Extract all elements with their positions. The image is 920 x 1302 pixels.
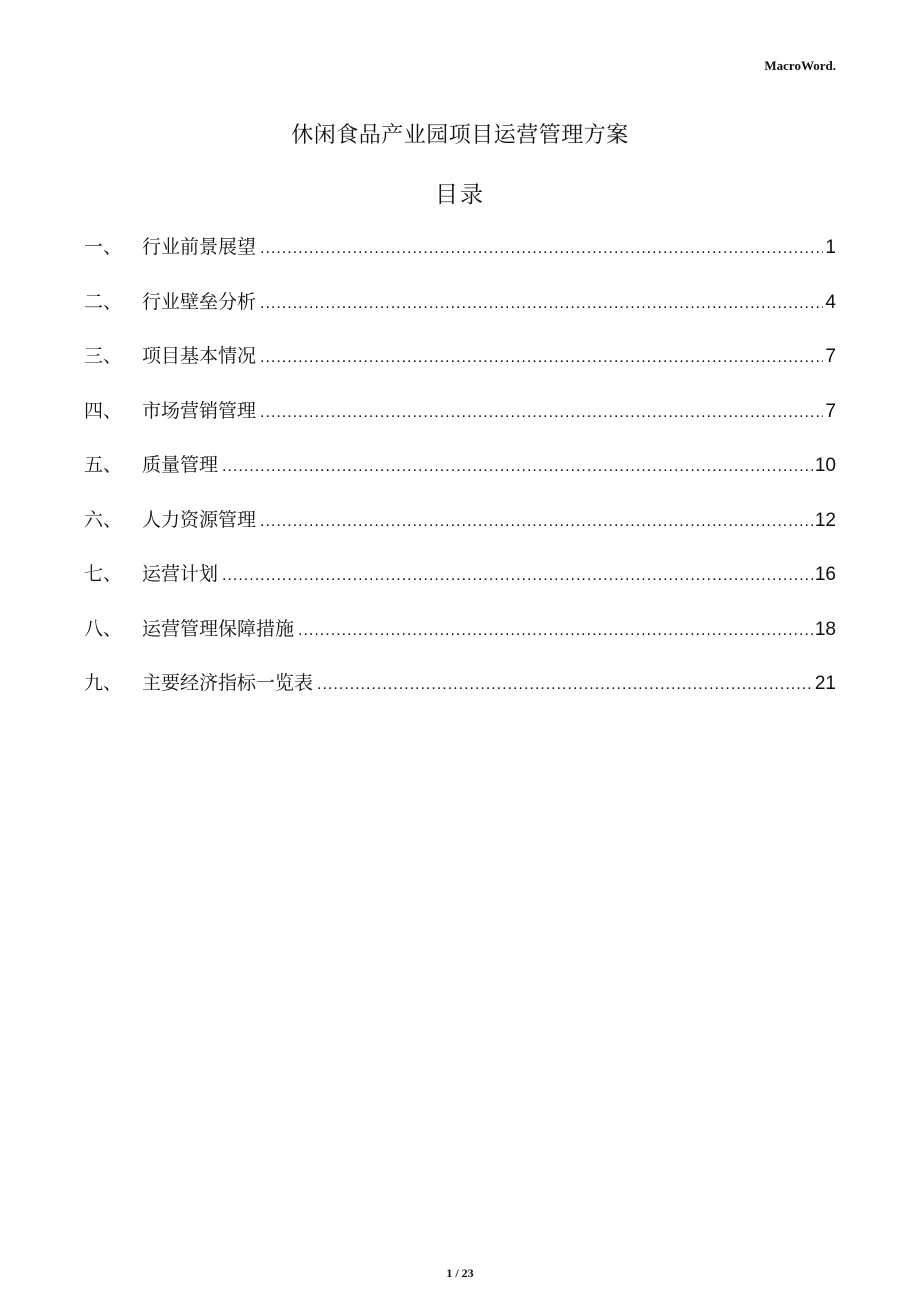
toc-entry[interactable] (84, 232, 836, 287)
toc-entry[interactable] (84, 668, 836, 723)
toc-entry-page: 12 (814, 509, 836, 531)
toc-entry[interactable] (84, 396, 836, 451)
toc-entry-number: 七、 (84, 563, 123, 585)
toc-entry[interactable] (84, 341, 836, 396)
document-title: 休闲食品产业园项目运营管理方案 (291, 123, 629, 148)
toc-entry-label: 行业壁垒分析 (142, 290, 257, 313)
toc-dot-leader (260, 513, 813, 531)
toc-entry[interactable] (84, 559, 836, 614)
toc-entry-label: 行业前景展望 (142, 236, 257, 258)
toc-entry-number: 八、 (84, 617, 123, 640)
toc-entry-page: 4 (825, 291, 836, 313)
toc-entry[interactable] (84, 614, 836, 669)
toc-entry-number: 二、 (84, 290, 123, 313)
toc-entry-label: 运营计划 (142, 563, 219, 585)
toc-entry-label: 项目基本情况 (142, 345, 257, 367)
toc-entry-page: 1 (825, 237, 836, 258)
toc-entry-page: 10 (814, 455, 836, 476)
toc-entry-label: 人力资源管理 (142, 508, 257, 531)
toc-entry-number: 四、 (84, 399, 123, 422)
toc-dot-leader (317, 676, 813, 694)
toc-dot-leader (260, 240, 823, 258)
toc-entry-page: 21 (814, 673, 836, 694)
table-of-contents (84, 232, 836, 723)
toc-dot-leader (222, 567, 813, 585)
toc-dot-leader (298, 622, 813, 640)
toc-dot-leader (222, 458, 813, 476)
header-brand: MacroWord. (764, 58, 836, 73)
toc-entry[interactable] (84, 287, 836, 342)
toc-entry-label: 主要经济指标一览表 (142, 672, 314, 694)
toc-entry[interactable] (84, 505, 836, 560)
toc-entry[interactable] (84, 450, 836, 505)
page-indicator: 1 / 23 (446, 1266, 474, 1280)
toc-entry-page: 18 (814, 618, 836, 640)
toc-entry-page: 7 (825, 346, 836, 367)
toc-entry-number: 九、 (84, 672, 123, 694)
toc-entry-label: 质量管理 (142, 454, 219, 476)
toc-entry-number: 六、 (84, 508, 123, 531)
toc-entry-label: 运营管理保障措施 (142, 617, 295, 640)
toc-entry-number: 五、 (84, 454, 123, 476)
toc-entry-label: 市场营销管理 (142, 399, 257, 422)
toc-dot-leader (260, 349, 823, 367)
toc-entry-number: 一、 (84, 236, 123, 258)
toc-entry-page: 7 (825, 400, 836, 422)
toc-entry-page: 16 (814, 564, 836, 585)
toc-entry-number: 三、 (84, 345, 123, 367)
toc-dot-leader (260, 404, 823, 422)
toc-heading: 目录 (435, 182, 485, 208)
toc-dot-leader (260, 295, 823, 313)
